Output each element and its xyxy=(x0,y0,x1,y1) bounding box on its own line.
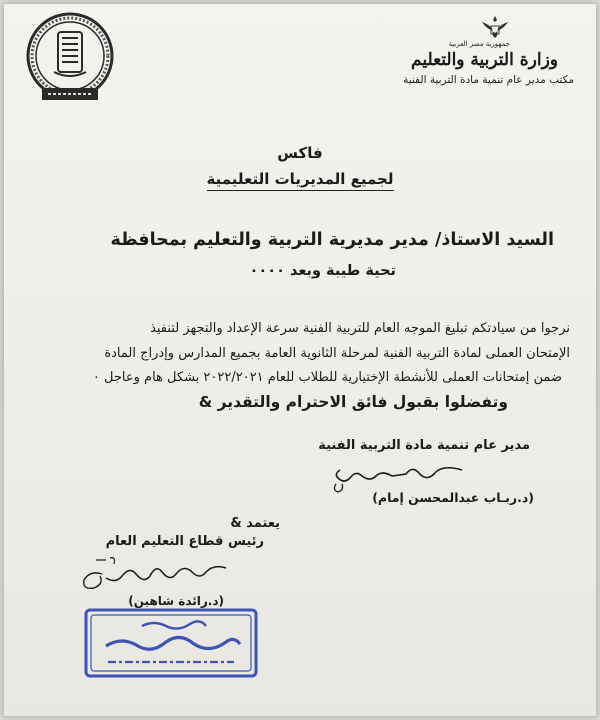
greeting-line: تحية طيبة وبعد ٠٠٠٠ xyxy=(249,263,396,279)
ministry-seal-icon xyxy=(18,10,122,106)
body-line: الإمتحان العملى لمادة التربية الفنية لمرحلة الثانوية العامة بجميع المدارس وإدراج المادة xyxy=(104,346,570,361)
ministry-name: وزارة التربية والتعليم xyxy=(411,50,558,70)
recipients-heading xyxy=(4,170,596,188)
official-stamp-icon xyxy=(82,606,260,680)
body-line: ضمن إمتحانات العملى للأنشطة الإختيارية للطلاب للعام ٢٠٢٢/٢٠٢١ بشكل هام وعاجل ٠ xyxy=(92,370,562,385)
first-signatory-title: مدير عام تنمية مادة التربية الفنية xyxy=(318,438,530,453)
office-name: مكتب مدير عام تنمية مادة التربية الفنية xyxy=(403,74,574,86)
second-signatory-name: (د.رائدة شاهين) xyxy=(128,594,224,608)
fax-document xyxy=(4,4,596,716)
first-signatory-name: (د.ربـاب عبدالمحسن إمام) xyxy=(372,490,534,505)
second-signatory-title: رئيس قطاع التعليم العام xyxy=(105,534,264,549)
ministry-subtitle: جمهورية مصر العربية xyxy=(448,40,510,48)
recipients-text: لجميع المديريات التعليمية xyxy=(207,170,394,191)
closing-line: وتفضلوا بقبول فائق الاحترام والتقدير & xyxy=(198,393,508,411)
eagle-emblem-icon xyxy=(480,14,510,40)
approved-label: يعتمد & xyxy=(230,516,280,531)
body-line: نرجوا من سيادتكم تبليغ الموجه العام للتربية الفنية سرعة الإعداد والتجهز لتنفيذ xyxy=(150,321,570,336)
fax-label: فاكس xyxy=(277,144,323,162)
addressee-line: السيد الاستاذ/ مدير مديرية التربية والتعليم بمحافظة xyxy=(110,230,554,250)
